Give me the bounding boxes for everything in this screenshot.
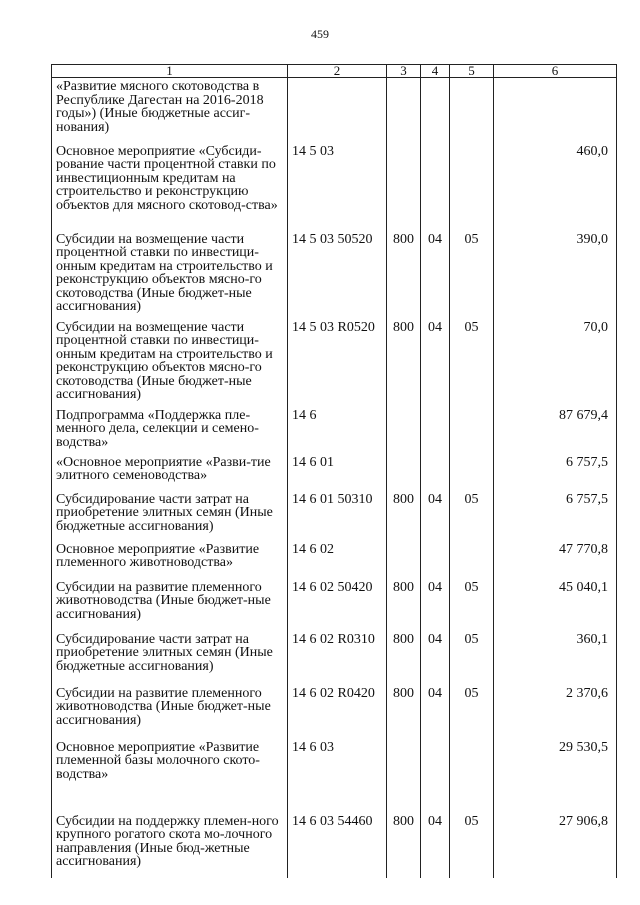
row-col-3 [387, 143, 421, 231]
row-amount: 390,0 [494, 231, 617, 319]
row-col-4: 04 [421, 813, 450, 878]
row-col-3: 800 [387, 685, 421, 739]
row-col-5: 05 [450, 813, 494, 878]
row-name: Основное мероприятие «Развитие племенного животноводства» [52, 541, 288, 579]
table-row [52, 491, 617, 541]
row-amount: 360,1 [494, 631, 617, 685]
row-col-4 [421, 454, 450, 491]
page-number: 459 [311, 27, 329, 41]
row-col-5 [450, 143, 494, 231]
row-name: Субсидирование части затрат на приобретение элитных семян (Иные бюджетные ассигнования) [52, 491, 288, 541]
row-code: 14 6 02 R0310 [288, 631, 387, 685]
header-row [52, 65, 617, 78]
row-code: 14 6 [288, 407, 387, 454]
header-col-1: 1 [52, 65, 288, 78]
row-code: 14 6 01 [288, 454, 387, 491]
row-code: 14 6 02 50420 [288, 579, 387, 631]
row-code: 14 6 02 R0420 [288, 685, 387, 739]
row-col-4 [421, 78, 450, 143]
table-row [52, 407, 617, 454]
row-code: 14 6 03 54460 [288, 813, 387, 878]
row-amount: 6 757,5 [494, 454, 617, 491]
row-col-4: 04 [421, 685, 450, 739]
table-row [52, 231, 617, 319]
row-col-3 [387, 407, 421, 454]
row-name: Субсидирование части затрат на приобретение элитных семян (Иные бюджетные ассигнования) [52, 631, 288, 685]
row-name: Субсидии на возмещение части процентной ставки по инвестици-онным кредитам на строительство и реконструкцию объектов мясно-го скотоводства (Иные бюджет-ные ассигнования) [52, 231, 288, 319]
row-col-3: 800 [387, 813, 421, 878]
row-name: Основное мероприятие «Развитие племенной базы молочного ското-водства» [52, 739, 288, 813]
table-row [52, 631, 617, 685]
row-amount: 27 906,8 [494, 813, 617, 878]
table-row [52, 78, 617, 143]
row-col-4 [421, 739, 450, 813]
row-col-5 [450, 541, 494, 579]
header-col-4: 4 [421, 65, 450, 78]
header-col-2: 2 [288, 65, 387, 78]
table-row [52, 685, 617, 739]
row-col-5: 05 [450, 579, 494, 631]
row-code: 14 5 03 50520 [288, 231, 387, 319]
row-col-3 [387, 541, 421, 579]
row-code [288, 78, 387, 143]
budget-table [51, 64, 617, 878]
row-name: «Основное мероприятие «Разви-тие элитного семеноводства» [52, 454, 288, 491]
row-col-4: 04 [421, 579, 450, 631]
row-col-4: 04 [421, 491, 450, 541]
row-name: Основное мероприятие «Субсиди-рование части процентной ставки по инвестиционным кредитам на строительство и реконструкцию объектов для мясного скотовод-ства» [52, 143, 288, 231]
table-row [52, 454, 617, 491]
table-row [52, 541, 617, 579]
row-name: Субсидии на развитие племенного животноводства (Иные бюджет-ные ассигнования) [52, 579, 288, 631]
header-col-3: 3 [387, 65, 421, 78]
row-col-5 [450, 739, 494, 813]
row-col-3: 800 [387, 631, 421, 685]
table-row [52, 143, 617, 231]
row-col-3: 800 [387, 231, 421, 319]
row-col-5: 05 [450, 631, 494, 685]
table-row [52, 813, 617, 878]
row-col-4 [421, 407, 450, 454]
row-name: Подпрограмма «Поддержка пле-менного дела, селекции и семено-водства» [52, 407, 288, 454]
table-row [52, 319, 617, 407]
row-col-3 [387, 454, 421, 491]
table-row [52, 739, 617, 813]
row-col-4 [421, 143, 450, 231]
row-col-5 [450, 78, 494, 143]
row-amount: 47 770,8 [494, 541, 617, 579]
header-col-5: 5 [450, 65, 494, 78]
row-col-5: 05 [450, 231, 494, 319]
table-row [52, 579, 617, 631]
row-col-5 [450, 454, 494, 491]
row-amount: 2 370,6 [494, 685, 617, 739]
row-name: Субсидии на возмещение части процентной ставки по инвестици-онным кредитам на строительство и реконструкцию объектов мясно-го скотоводства (Иные бюджет-ные ассигнования) [52, 319, 288, 407]
row-col-3: 800 [387, 319, 421, 407]
header-col-6: 6 [494, 65, 617, 78]
row-col-5: 05 [450, 491, 494, 541]
row-col-5 [450, 407, 494, 454]
row-name: Субсидии на поддержку племен-ного крупного рогатого скота мо-лочного направления (Иные бюд-жетные ассигнования) [52, 813, 288, 878]
row-code: 14 5 03 [288, 143, 387, 231]
row-col-3: 800 [387, 579, 421, 631]
row-col-4: 04 [421, 319, 450, 407]
row-amount: 45 040,1 [494, 579, 617, 631]
row-amount: 29 530,5 [494, 739, 617, 813]
row-code: 14 6 01 50310 [288, 491, 387, 541]
budget-table-container [51, 64, 616, 886]
row-col-5: 05 [450, 685, 494, 739]
row-col-3 [387, 739, 421, 813]
row-amount: 70,0 [494, 319, 617, 407]
row-code: 14 6 02 [288, 541, 387, 579]
row-amount [494, 78, 617, 143]
row-col-4: 04 [421, 631, 450, 685]
row-col-4: 04 [421, 231, 450, 319]
row-amount: 6 757,5 [494, 491, 617, 541]
row-col-3: 800 [387, 491, 421, 541]
row-col-3 [387, 78, 421, 143]
row-code: 14 6 03 [288, 739, 387, 813]
row-code: 14 5 03 R0520 [288, 319, 387, 407]
row-col-4 [421, 541, 450, 579]
row-amount: 460,0 [494, 143, 617, 231]
row-amount: 87 679,4 [494, 407, 617, 454]
row-name: «Развитие мясного скотоводства в Республике Дагестан на 2016-2018 годы») (Иные бюджетные ассиг-нования) [52, 78, 288, 143]
row-col-5: 05 [450, 319, 494, 407]
row-name: Субсидии на развитие племенного животноводства (Иные бюджет-ные ассигнования) [52, 685, 288, 739]
